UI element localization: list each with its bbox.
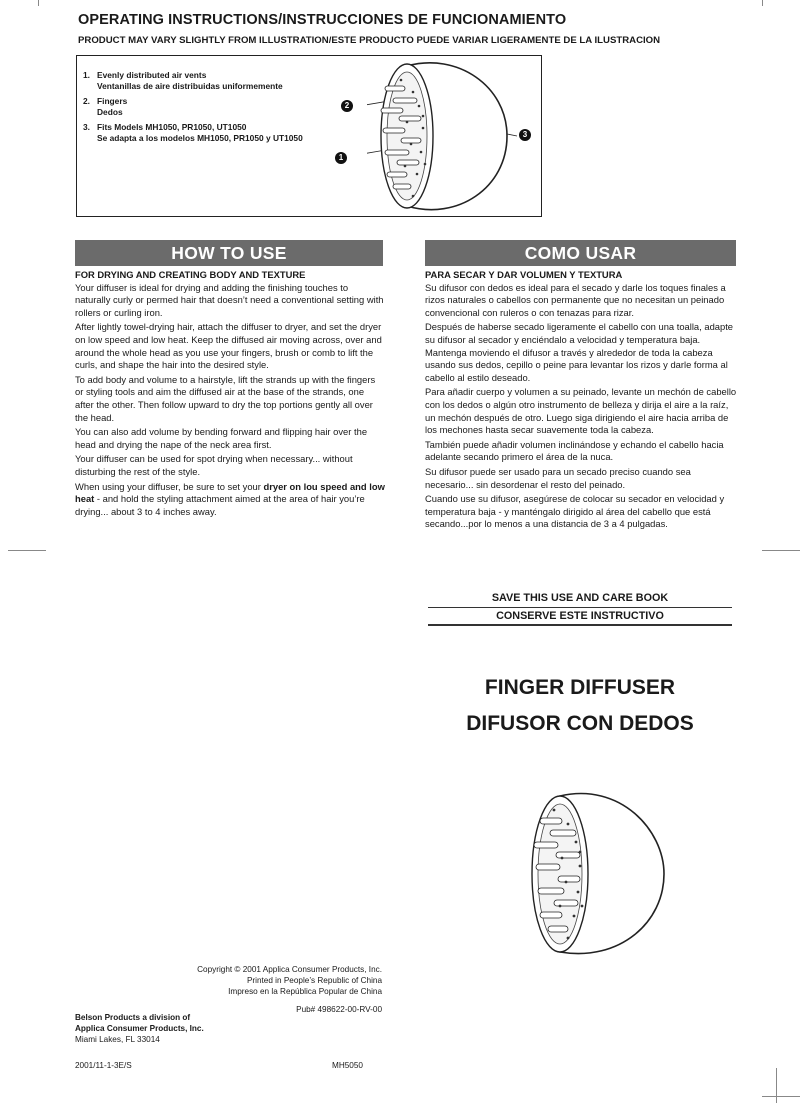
company-block: [75, 1012, 335, 1045]
paragraph: También puede añadir volumen inclinándose y echando el cabello hacia adelante secando primero el área de la nuca.: [425, 438, 724, 463]
paragraph: Cuando use su difusor, asegúrese de colocar su secador en velocidad y temperatura baja - y manténgalo dirigido al área del cabello que está secando...por lo menos a una distancia de 3 a 4 pulgadas.: [425, 493, 725, 530]
parts-list-item: [83, 96, 303, 118]
como-usar-subheading: PARA SECAR Y DAR VOLUMEN Y TEXTURA: [425, 269, 623, 280]
parts-box: [76, 55, 542, 217]
divider: [428, 607, 732, 608]
como-usar-section: [425, 269, 737, 533]
paragraph: After lightly towel-drying hair, attach the diffuser to dryer, and set the dryer on low speed and low heat. Keep the diffused air moving across, over and around the whole head as you use your fingers, brush or comb to lift the curls, and shape the hair into the desired style.: [75, 321, 382, 371]
printed-es: Impreso en la República Popular de China: [228, 987, 382, 996]
parts-number: 2.: [83, 96, 90, 106]
document-subtitle: PRODUCT MAY VARY SLIGHTLY FROM ILLUSTRATION/ESTE PRODUCTO PUEDE VARIAR LIGERAMENTE DE LA ILUSTRACION: [78, 35, 661, 46]
parts-list-item: [83, 122, 303, 144]
paragraph: Your diffuser can be used for spot drying when necessary... without disturbing the rest of the style.: [75, 453, 353, 477]
paragraph-text: When using your diffuser, be sure to set your: [75, 480, 264, 492]
how-to-use-subheading: FOR DRYING AND CREATING BODY AND TEXTURE: [75, 269, 306, 280]
diffuser-illustration: [520, 790, 670, 960]
paragraph: Su difusor con dedos es ideal para el secado y darle los toques finales a rizos naturales o cabellos con permanente que no necesitan un peinado convencional con ruleros o con tenazas para rizar.: [425, 281, 726, 318]
parts-label-en: Evenly distributed air vents: [97, 70, 207, 80]
divider: [428, 624, 732, 626]
callout-1: 1: [335, 152, 347, 164]
copyright: Copyright © 2001 Applica Consumer Products, Inc.: [197, 965, 382, 974]
publication-number: Pub# 498622-00-RV-00: [296, 1005, 382, 1014]
company-line-1: Belson Products a division of: [75, 1013, 191, 1022]
parts-label-es: Ventanillas de aire distribuidas uniformemente: [97, 81, 283, 91]
parts-number: 1.: [83, 70, 90, 80]
callout-3: 3: [519, 129, 531, 141]
parts-label-es: Se adapta a los modelos MH1050, PR1050 y UT1050: [97, 133, 303, 143]
parts-list-item: [83, 70, 303, 92]
model-code: MH5050: [332, 1061, 363, 1070]
diffuser-face: [538, 804, 582, 944]
parts-number: 3.: [83, 122, 90, 132]
product-title-es: DIFUSOR CON DEDOS: [466, 712, 694, 735]
paragraph: [75, 481, 385, 519]
paragraph: Su difusor puede ser usado para un secado preciso cuando sea necesario... sin desordenar el resto del peinado.: [425, 465, 691, 490]
how-to-use-heading: HOW TO USE: [75, 240, 383, 266]
parts-label-en: Fingers: [97, 96, 128, 106]
document-title: OPERATING INSTRUCTIONS/INSTRUCCIONES DE FUNCIONAMIENTO: [78, 12, 567, 28]
printed-en: Printed in People’s Republic of China: [246, 976, 382, 985]
paragraph: You can also add volume by bending forward and flipping hair over the head and drying the nape of the neck area first.: [75, 426, 368, 450]
crop-mark: [8, 550, 46, 551]
crop-mark: [762, 0, 763, 6]
diffuser-diagram: [367, 56, 539, 216]
parts-list: [83, 70, 303, 148]
paragraph: To add body and volume to a hairstyle, lift the strands up with the fingers or styling tools and aim the diffused air at the base of the strands, one after the other. Then follow upward to dry the top portions gently all over the head.: [75, 373, 376, 423]
save-notice-en: SAVE THIS USE AND CARE BOOK: [491, 592, 669, 604]
paragraph: Después de haberse secado ligeramente el cabello con una toalla, adapte su difusor al secador y enciéndalo a velocidad y temperatura baja. Mantenga moviendo el difusor a través y alrededor de toda la cabeza usando sus dedos, cepillo o peine para levantar los rizos y darle forma al cabello al estilo deseado.: [425, 321, 734, 383]
paragraph-bold: dryer on lou speed and low heat: [75, 480, 385, 505]
parts-label-en: Fits Models MH1050, PR1050, UT1050: [97, 122, 247, 132]
callout-2: 2: [341, 100, 353, 112]
parts-label-es: Dedos: [97, 107, 123, 117]
paragraph: Your diffuser is ideal for drying and adding the finishing touches to naturally curly or permed hair that doesn’t need a conventional setting with rollers or curling iron.: [75, 281, 384, 318]
crop-mark: [776, 1068, 777, 1103]
print-code: 2001/11-1-3E/S: [75, 1061, 132, 1070]
crop-mark: [38, 0, 39, 6]
como-usar-heading: COMO USAR: [425, 240, 736, 266]
how-to-use-section: [75, 269, 385, 520]
copyright-block: [160, 964, 382, 1015]
paragraph-text: - and hold the styling attachment aimed at the area of hair you’re drying... about 3 to 4 inches away.: [75, 493, 365, 517]
crop-mark: [762, 550, 800, 551]
company-line-3: Miami Lakes, FL 33014: [75, 1035, 160, 1044]
paragraph: Para añadir cuerpo y volumen a su peinado, levante un mechón de cabello con los dedos o algún otro instrumento de belleza y dirija el aire a la raíz, un mechón después de otro. Luego siga dirigiendo el aire hacia arriba de los mechones hasta secar suavemente toda la cabeza.: [425, 386, 737, 436]
company-line-2: Applica Consumer Products, Inc.: [75, 1024, 204, 1033]
product-title-en: FINGER DIFFUSER: [484, 676, 676, 699]
crop-mark: [762, 1096, 800, 1097]
save-notice-es: CONSERVE ESTE INSTRUCTIVO: [496, 610, 664, 622]
